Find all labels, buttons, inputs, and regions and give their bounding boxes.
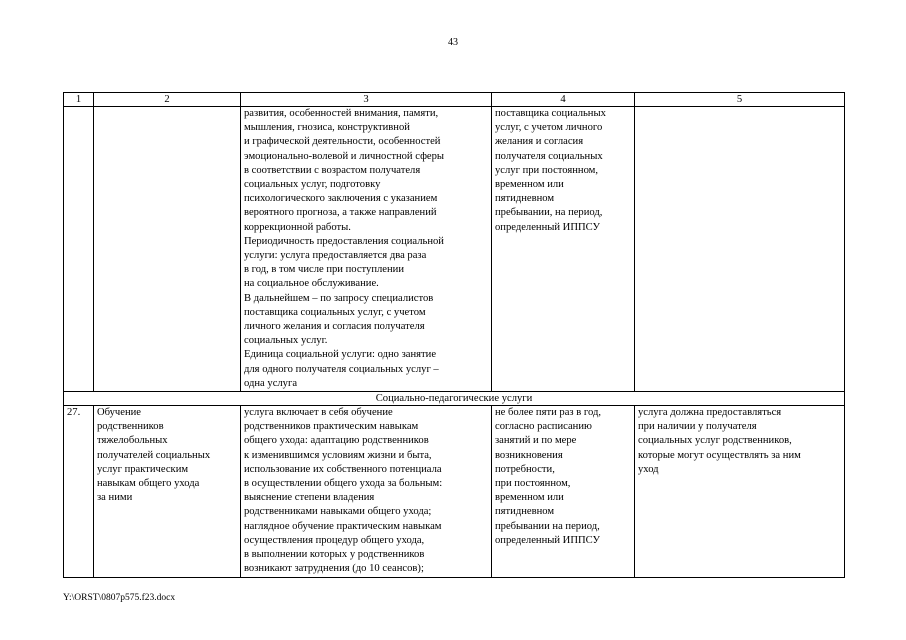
text-line: и графической деятельности, особенностей — [244, 136, 441, 148]
text-line: услуг, с учетом личного — [495, 122, 603, 134]
continued-number-cell — [64, 107, 94, 392]
text-line: на социальное обслуживание. — [244, 278, 379, 290]
text-line: в выполнении которых у родственников — [244, 549, 425, 561]
footer-file-path: Y:\ORST\0807p575.f23.docx — [63, 593, 176, 603]
text-line: услуги: услуга предоставляется два раза — [244, 250, 427, 262]
section-row — [64, 392, 845, 406]
text-line: социальных услуг, подготовку — [244, 179, 381, 191]
text-line: навыкам общего ухода — [97, 478, 200, 490]
text-line: услуг практическим — [97, 463, 189, 475]
header-cell-3: 3 — [241, 93, 492, 107]
text-line: мышления, гнозиса, конструктивной — [244, 122, 410, 134]
text-line: родственниками навыками общего ухода; — [244, 506, 432, 518]
text-line: использование их собственного потенциала — [244, 463, 442, 475]
text-line: согласно расписанию — [495, 421, 592, 433]
header-cell-5: 5 — [635, 93, 845, 107]
text-line: развития, особенностей внимания, памяти, — [244, 108, 439, 119]
header-cell-2: 2 — [94, 93, 241, 107]
text-line: психологического заключения с указанием — [244, 193, 438, 205]
text-line: В дальнейшем – по запросу специалистов — [244, 292, 434, 304]
row27-number: 27. — [64, 406, 94, 577]
text-line: личного желания и согласия получателя — [244, 321, 425, 333]
text-line: одна услуга — [244, 377, 298, 389]
row27-service-name — [94, 406, 241, 577]
row27-notes — [635, 406, 845, 577]
text-line: Обучение — [97, 407, 142, 419]
text-line: к изменившимся условиям жизни и быта, — [244, 449, 432, 461]
section-title: Социально-педагогические услуги — [64, 392, 845, 406]
text-line: не более пяти раз в год, — [495, 407, 601, 419]
text-line: пятидневном — [495, 193, 555, 205]
header-cell-1: 1 — [64, 93, 94, 107]
text-line: коррекционной работы. — [244, 221, 351, 233]
text-line: общего ухода: адаптацию родственников — [244, 435, 429, 447]
text-line: пребывании, на период, — [495, 207, 603, 219]
text-line: пятидневном — [495, 506, 555, 518]
text-line: занятий и по мере — [495, 435, 577, 447]
text-line: тяжелобольных — [97, 435, 168, 447]
text-line: в осуществлении общего ухода за больным: — [244, 478, 443, 490]
text-line: Единица социальной услуги: одно занятие — [244, 349, 437, 361]
text-line: для одного получателя социальных услуг – — [244, 363, 439, 375]
services-table — [63, 92, 845, 578]
text-line: временном или — [495, 179, 564, 191]
text-line: временном или — [495, 492, 564, 504]
text-line: эмоционально-волевой и личностной сферы — [244, 150, 445, 162]
text-line: уход — [638, 463, 659, 475]
text-line: услуга включает в себя обучение — [244, 407, 393, 419]
text-line: выяснение степени владения — [244, 492, 375, 504]
text-line: услуг при постоянном, — [495, 164, 599, 176]
text-line: при постоянном, — [495, 478, 571, 490]
continued-notes-cell — [635, 107, 845, 392]
text-line: потребности, — [495, 463, 555, 475]
text-line: социальных услуг. — [244, 335, 328, 347]
text-line: получателей социальных — [97, 449, 211, 461]
continued-conditions-cell — [492, 107, 635, 392]
text-line: в год, в том числе при поступлении — [244, 264, 405, 276]
text-line: вероятного прогноза, а также направлений — [244, 207, 437, 219]
header-cell-4: 4 — [492, 93, 635, 107]
table-row-27 — [64, 406, 845, 577]
text-line: пребывании на период, — [495, 520, 600, 532]
text-line: родственников практическим навыкам — [244, 421, 419, 433]
text-line: определенный ИППСУ — [495, 221, 601, 233]
text-line: возникновения — [495, 449, 563, 461]
text-line: услуга должна предоставляться — [638, 407, 782, 419]
text-line: желания и согласия — [495, 136, 584, 148]
row27-conditions — [492, 406, 635, 577]
text-line: осуществления процедур общего ухода, — [244, 534, 425, 546]
table-header-row — [64, 93, 845, 107]
continued-description-cell — [241, 107, 492, 392]
text-line: Периодичность предоставления социальной — [244, 235, 444, 247]
text-line: получателя социальных — [495, 150, 603, 162]
text-line: определенный ИППСУ — [495, 534, 601, 546]
text-line: которые могут осуществлять за ним — [638, 449, 801, 461]
page-number: 43 — [448, 37, 458, 48]
continued-name-cell — [94, 107, 241, 392]
text-line: возникают затруднения (до 10 сеансов); — [244, 563, 424, 575]
text-line: при наличии у получателя — [638, 421, 757, 433]
text-line: наглядное обучение практическим навыкам — [244, 520, 442, 532]
table-row-continued — [64, 107, 845, 392]
row27-description — [241, 406, 492, 577]
text-line: поставщика социальных — [495, 108, 606, 119]
text-line: социальных услуг родственников, — [638, 435, 792, 447]
text-line: поставщика социальных услуг, с учетом — [244, 306, 426, 318]
text-line: в соответствии с возрастом получателя — [244, 164, 421, 176]
text-line: родственников — [97, 421, 164, 433]
text-line: за ними — [97, 492, 133, 504]
